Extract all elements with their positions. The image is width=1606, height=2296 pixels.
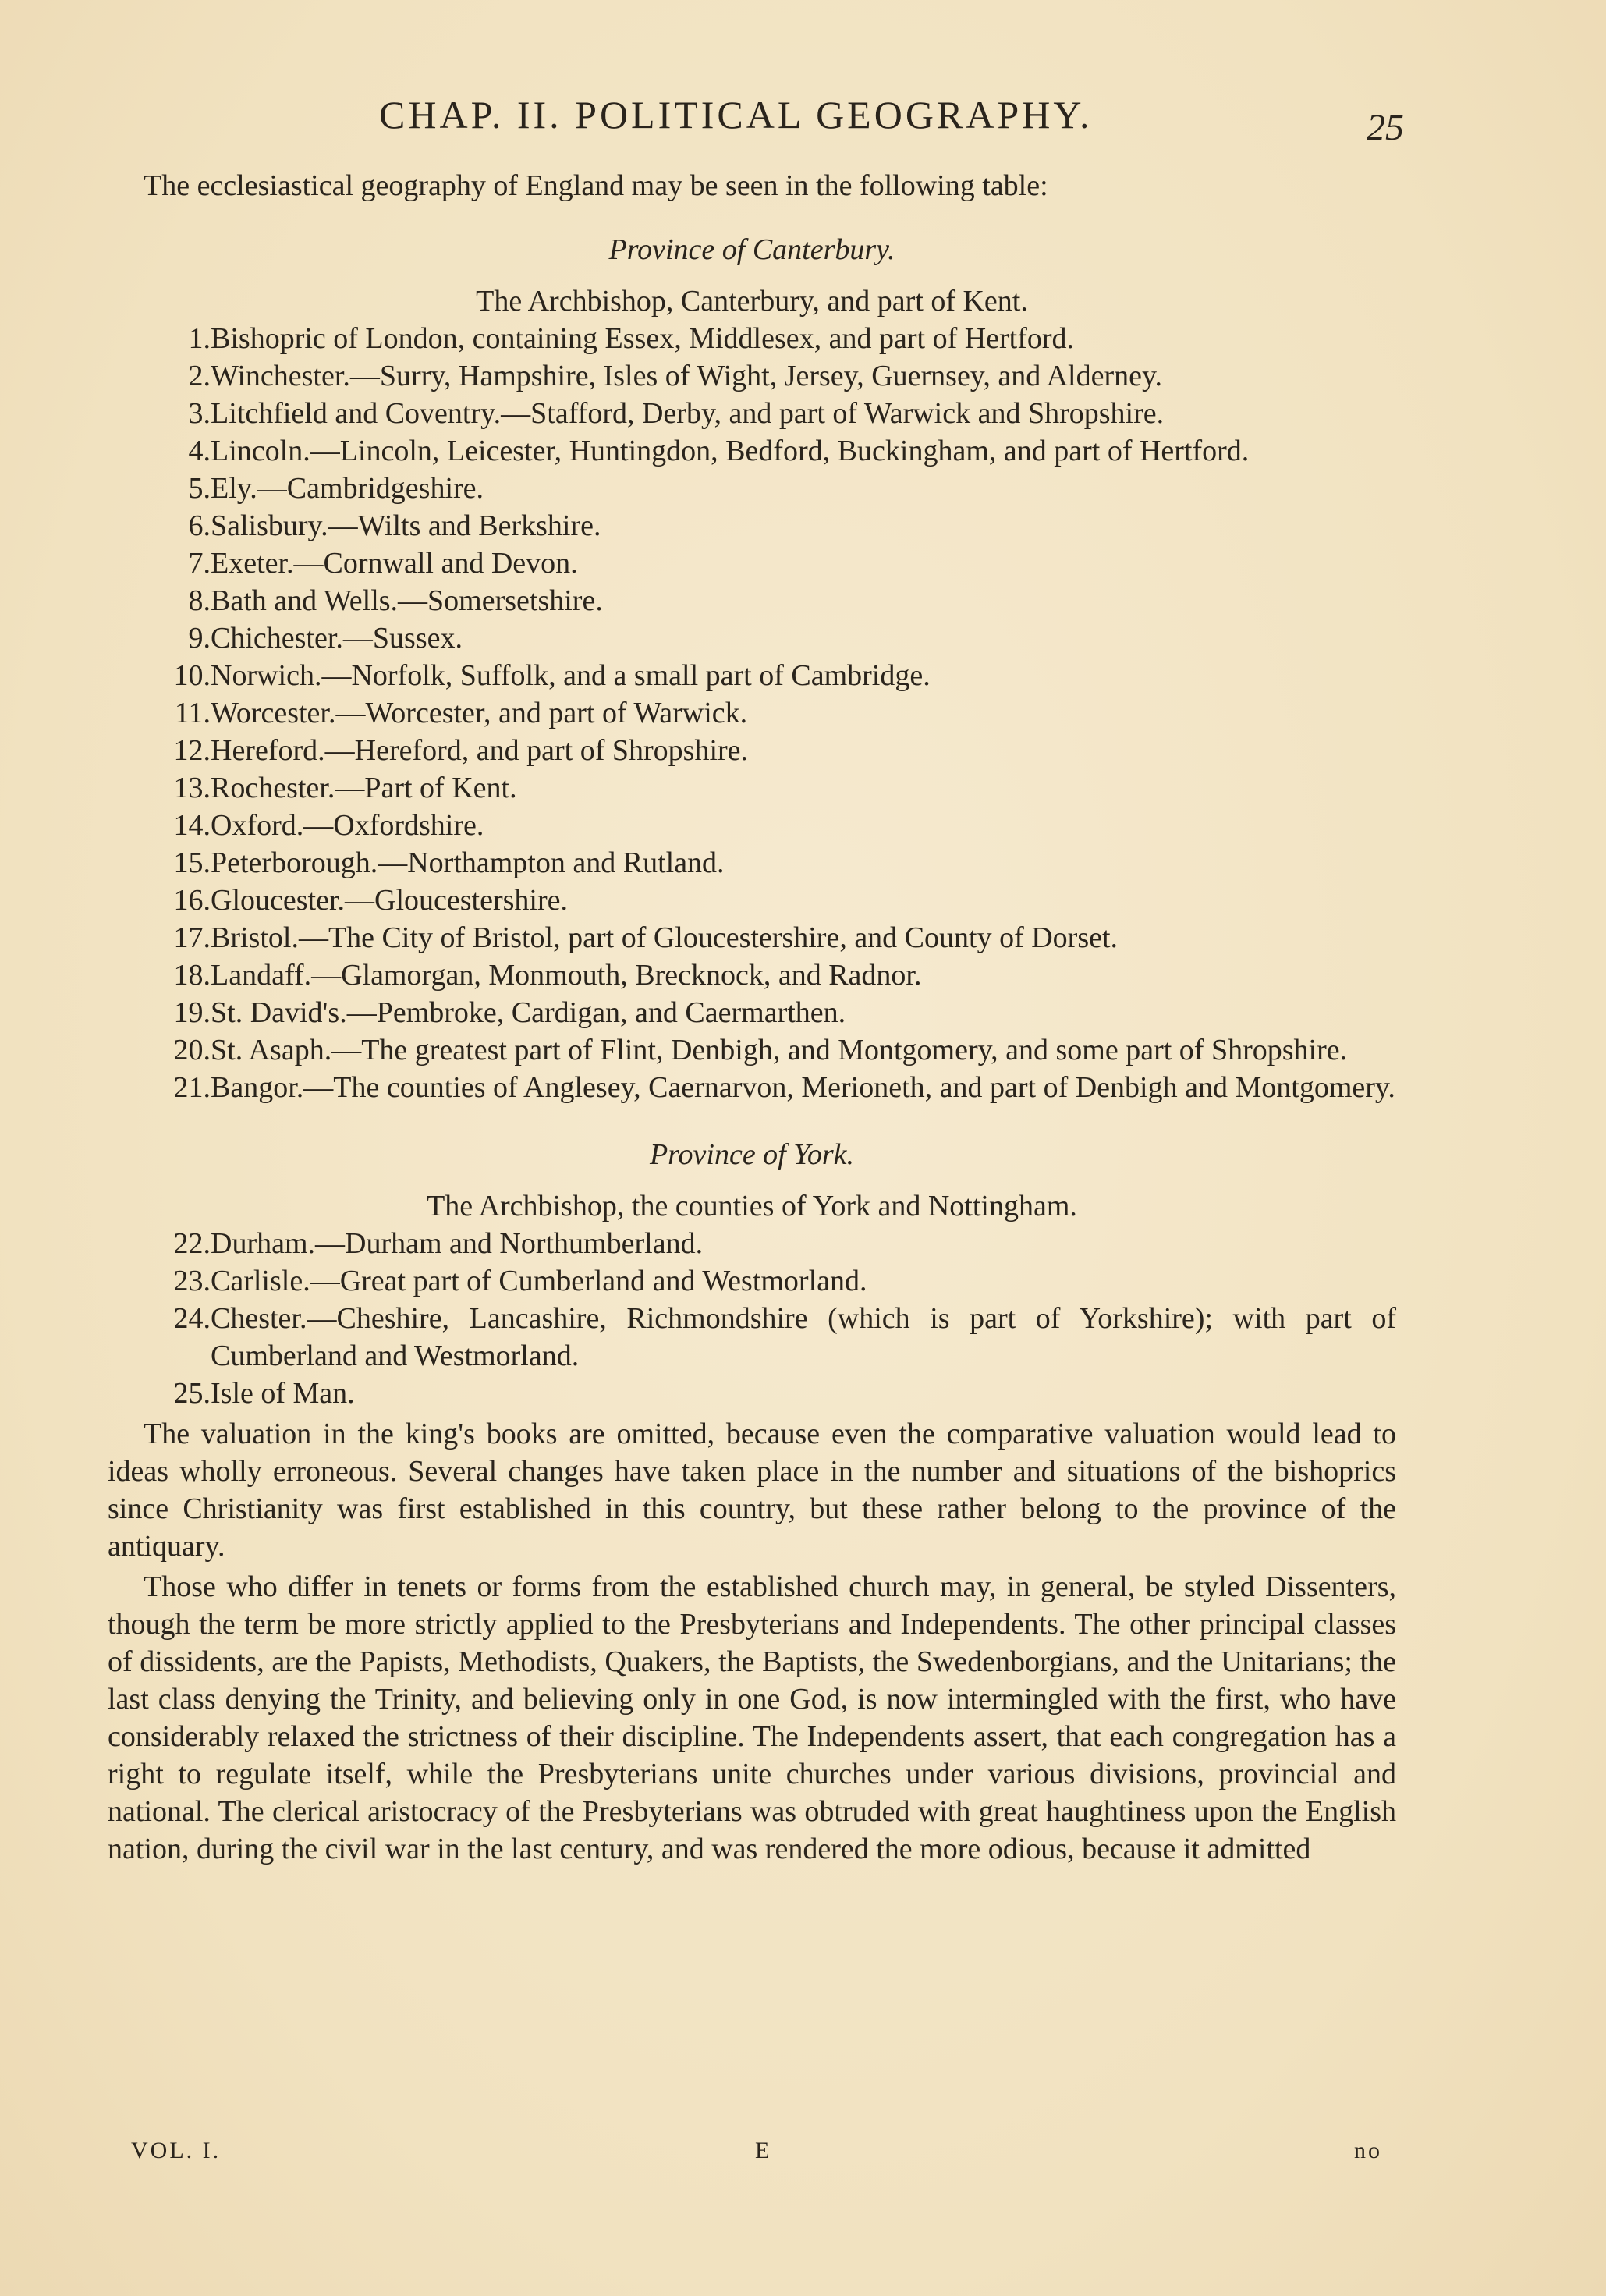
entry-number	[108, 919, 211, 956]
entry-number	[108, 582, 211, 619]
entry-text: Bangor.—The counties of Anglesey, Caernarvon, Merioneth, and part of Denbigh and Montgomery.	[211, 1071, 1395, 1104]
entry-number	[108, 1300, 211, 1337]
entry-number-text: 19.	[173, 996, 211, 1029]
entry-number	[108, 732, 211, 769]
catchword: no	[1354, 2138, 1382, 2163]
entry-text: Hereford.—Hereford, and part of Shropshire.	[211, 734, 749, 767]
entry-text: Peterborough.—Northampton and Rutland.	[211, 846, 725, 879]
entry-text: Lincoln.—Lincoln, Leicester, Huntingdon, Bedford, Buckingham, and part of Hertford.	[211, 435, 1250, 467]
entry-number	[108, 507, 211, 545]
diocese-entry	[108, 1031, 1396, 1069]
page-body	[108, 167, 1396, 1868]
entry-number	[108, 807, 211, 844]
diocese-entry	[108, 1262, 1396, 1300]
diocese-entry	[108, 1225, 1396, 1262]
entry-number-text: 2.	[188, 360, 211, 392]
entry-number-text: 8.	[188, 584, 211, 617]
entry-number	[108, 1375, 211, 1412]
entry-number-text: 12.	[173, 734, 211, 767]
entry-number-text: 13.	[173, 772, 211, 804]
entry-number-text: 17.	[173, 921, 211, 954]
entry-number-text: 5.	[188, 472, 211, 505]
entry-number	[108, 844, 211, 882]
entry-number-text: 16.	[173, 884, 211, 917]
signature-mark: E	[755, 2138, 772, 2163]
diocese-entry	[108, 395, 1396, 432]
diocese-entry	[108, 769, 1396, 807]
entry-text: Durham.—Durham and Northumberland.	[211, 1227, 704, 1260]
diocese-list-canterbury	[108, 320, 1396, 1106]
diocese-entry	[108, 357, 1396, 395]
province-heading-canterbury: Province of Canterbury.	[608, 233, 895, 266]
diocese-entry	[108, 657, 1396, 694]
entry-text: Litchfield and Coventry.—Stafford, Derby, and part of Warwick and Shropshire.	[211, 397, 1165, 430]
entry-text: Norwich.—Norfolk, Suffolk, and a small part of Cambridge.	[211, 659, 931, 692]
diocese-entry	[108, 507, 1396, 545]
entry-number	[108, 956, 211, 994]
intro-sentence: The ecclesiastical geography of England may be seen in the following table:	[144, 169, 1048, 202]
entry-number-text: 14.	[173, 809, 211, 842]
entry-text: Landaff.—Glamorgan, Monmouth, Brecknock, and Radnor.	[211, 959, 922, 992]
entry-number-text: 10.	[173, 659, 211, 692]
entry-text: Worcester.—Worcester, and part of Warwick.	[211, 697, 748, 729]
diocese-entry	[108, 844, 1396, 882]
diocese-entry	[108, 732, 1396, 769]
entry-text: Bristol.—The City of Bristol, part of Gloucestershire, and County of Dorset.	[211, 921, 1119, 954]
entry-text: Gloucester.—Gloucestershire.	[211, 884, 568, 917]
entry-number-text: 7.	[188, 547, 211, 580]
entry-number-text: 15.	[173, 846, 211, 879]
entry-text: Chichester.—Sussex.	[211, 622, 463, 655]
entry-number	[108, 769, 211, 807]
page-number: 25	[1367, 107, 1404, 148]
entry-text: Oxford.—Oxfordshire.	[211, 809, 484, 842]
diocese-entry	[108, 619, 1396, 657]
diocese-entry	[108, 882, 1396, 919]
diocese-entry	[108, 545, 1396, 582]
paragraph-valuation: The valuation in the king's books are omitted, because even the comparative valuation would lead to ideas wholly erroneous. Several changes have taken place in the number and situations of the bishoprics since Christianity was first established in this country, but these rather belong to the province of the antiquary.	[108, 1418, 1396, 1563]
diocese-entry	[108, 432, 1396, 470]
entry-number	[108, 994, 211, 1031]
entry-number-text: 22.	[173, 1227, 211, 1260]
entry-number	[108, 1225, 211, 1262]
diocese-entry	[108, 994, 1396, 1031]
page-footer	[0, 2138, 1606, 2177]
entry-number	[108, 1262, 211, 1300]
page-header	[0, 92, 1606, 147]
entry-number	[108, 357, 211, 395]
entry-number-text: 9.	[188, 622, 211, 655]
entry-text: Bath and Wells.—Somersetshire.	[211, 584, 603, 617]
entry-text: St. Asaph.—The greatest part of Flint, Denbigh, and Montgomery, and some part of Shropshire.	[211, 1034, 1348, 1066]
entry-number	[108, 432, 211, 470]
entry-number	[108, 882, 211, 919]
diocese-entry	[108, 470, 1396, 507]
entry-number-text: 11.	[174, 697, 211, 729]
entry-number	[108, 545, 211, 582]
entry-text: Winchester.—Surry, Hampshire, Isles of Wight, Jersey, Guernsey, and Alderney.	[211, 360, 1163, 392]
entry-number	[108, 1031, 211, 1069]
diocese-entry	[108, 919, 1396, 956]
entry-text: St. David's.—Pembroke, Cardigan, and Caermarthen.	[211, 996, 846, 1029]
province-heading-york: Province of York.	[649, 1138, 855, 1171]
entry-number	[108, 1069, 211, 1106]
entry-number	[108, 470, 211, 507]
diocese-list-york	[108, 1225, 1396, 1412]
archbishop-canterbury: The Archbishop, Canterbury, and part of Kent.	[476, 285, 1028, 318]
entry-text: Exeter.—Cornwall and Devon.	[211, 547, 578, 580]
entry-text: Rochester.—Part of Kent.	[211, 772, 517, 804]
diocese-entry	[108, 956, 1396, 994]
diocese-entry	[108, 320, 1396, 357]
entry-number	[108, 657, 211, 694]
entry-number-text: 18.	[173, 959, 211, 992]
running-head: CHAP. II. POLITICAL GEOGRAPHY.	[379, 93, 1093, 137]
entry-number-text: 24.	[173, 1302, 211, 1335]
entry-number-text: 6.	[188, 509, 211, 542]
archbishop-york: The Archbishop, the counties of York and Nottingham.	[427, 1190, 1077, 1223]
entry-number-text: 23.	[173, 1265, 211, 1297]
entry-number-text: 4.	[188, 435, 211, 467]
entry-text: Isle of Man.	[211, 1377, 355, 1410]
entry-number	[108, 619, 211, 657]
diocese-entry	[108, 1069, 1396, 1106]
entry-text: Chester.—Cheshire, Lancashire, Richmondshire (which is part of Yorkshire); with part of Cumberland and Westmorland.	[211, 1302, 1396, 1372]
entry-number-text: 21.	[173, 1071, 211, 1104]
entry-text: Salisbury.—Wilts and Berkshire.	[211, 509, 601, 542]
entry-text: Bishopric of London, containing Essex, Middlesex, and part of Hertford.	[211, 322, 1075, 355]
diocese-entry	[108, 1300, 1396, 1375]
entry-number-text: 25.	[173, 1377, 211, 1410]
entry-text: Carlisle.—Great part of Cumberland and Westmorland.	[211, 1265, 867, 1297]
entry-number	[108, 395, 211, 432]
paragraph-dissenters: Those who differ in tenets or forms from the established church may, in general, be styled Dissenters, though the term be more strictly applied to the Presbyterians and Independents. The other principal classes of dissidents, are the Papists, Methodists, Quakers, the Baptists, the Swedenborgians, and the Unitarians; the last class denying the Trinity, and believing only in one God, is now intermingled with the first, who have considerably relaxed the strictness of their discipline. The Independents assert, that each congregation has a right to regulate itself, while the Presbyterians unite churches under various divisions, provincial and national. The clerical aristocracy of the Presbyterians was obtruded with great haughtiness upon the English nation, during the civil war in the last century, and was rendered the more odious, because it admitted	[108, 1570, 1396, 1865]
entry-number	[108, 320, 211, 357]
diocese-entry	[108, 694, 1396, 732]
diocese-entry	[108, 807, 1396, 844]
diocese-entry	[108, 582, 1396, 619]
entry-number	[108, 694, 211, 732]
entry-number-text: 3.	[188, 397, 211, 430]
volume-label: VOL. I.	[131, 2138, 222, 2163]
entry-text: Ely.—Cambridgeshire.	[211, 472, 484, 505]
diocese-entry	[108, 1375, 1396, 1412]
entry-number-text: 20.	[173, 1034, 211, 1066]
entry-number-text: 1.	[188, 322, 211, 355]
